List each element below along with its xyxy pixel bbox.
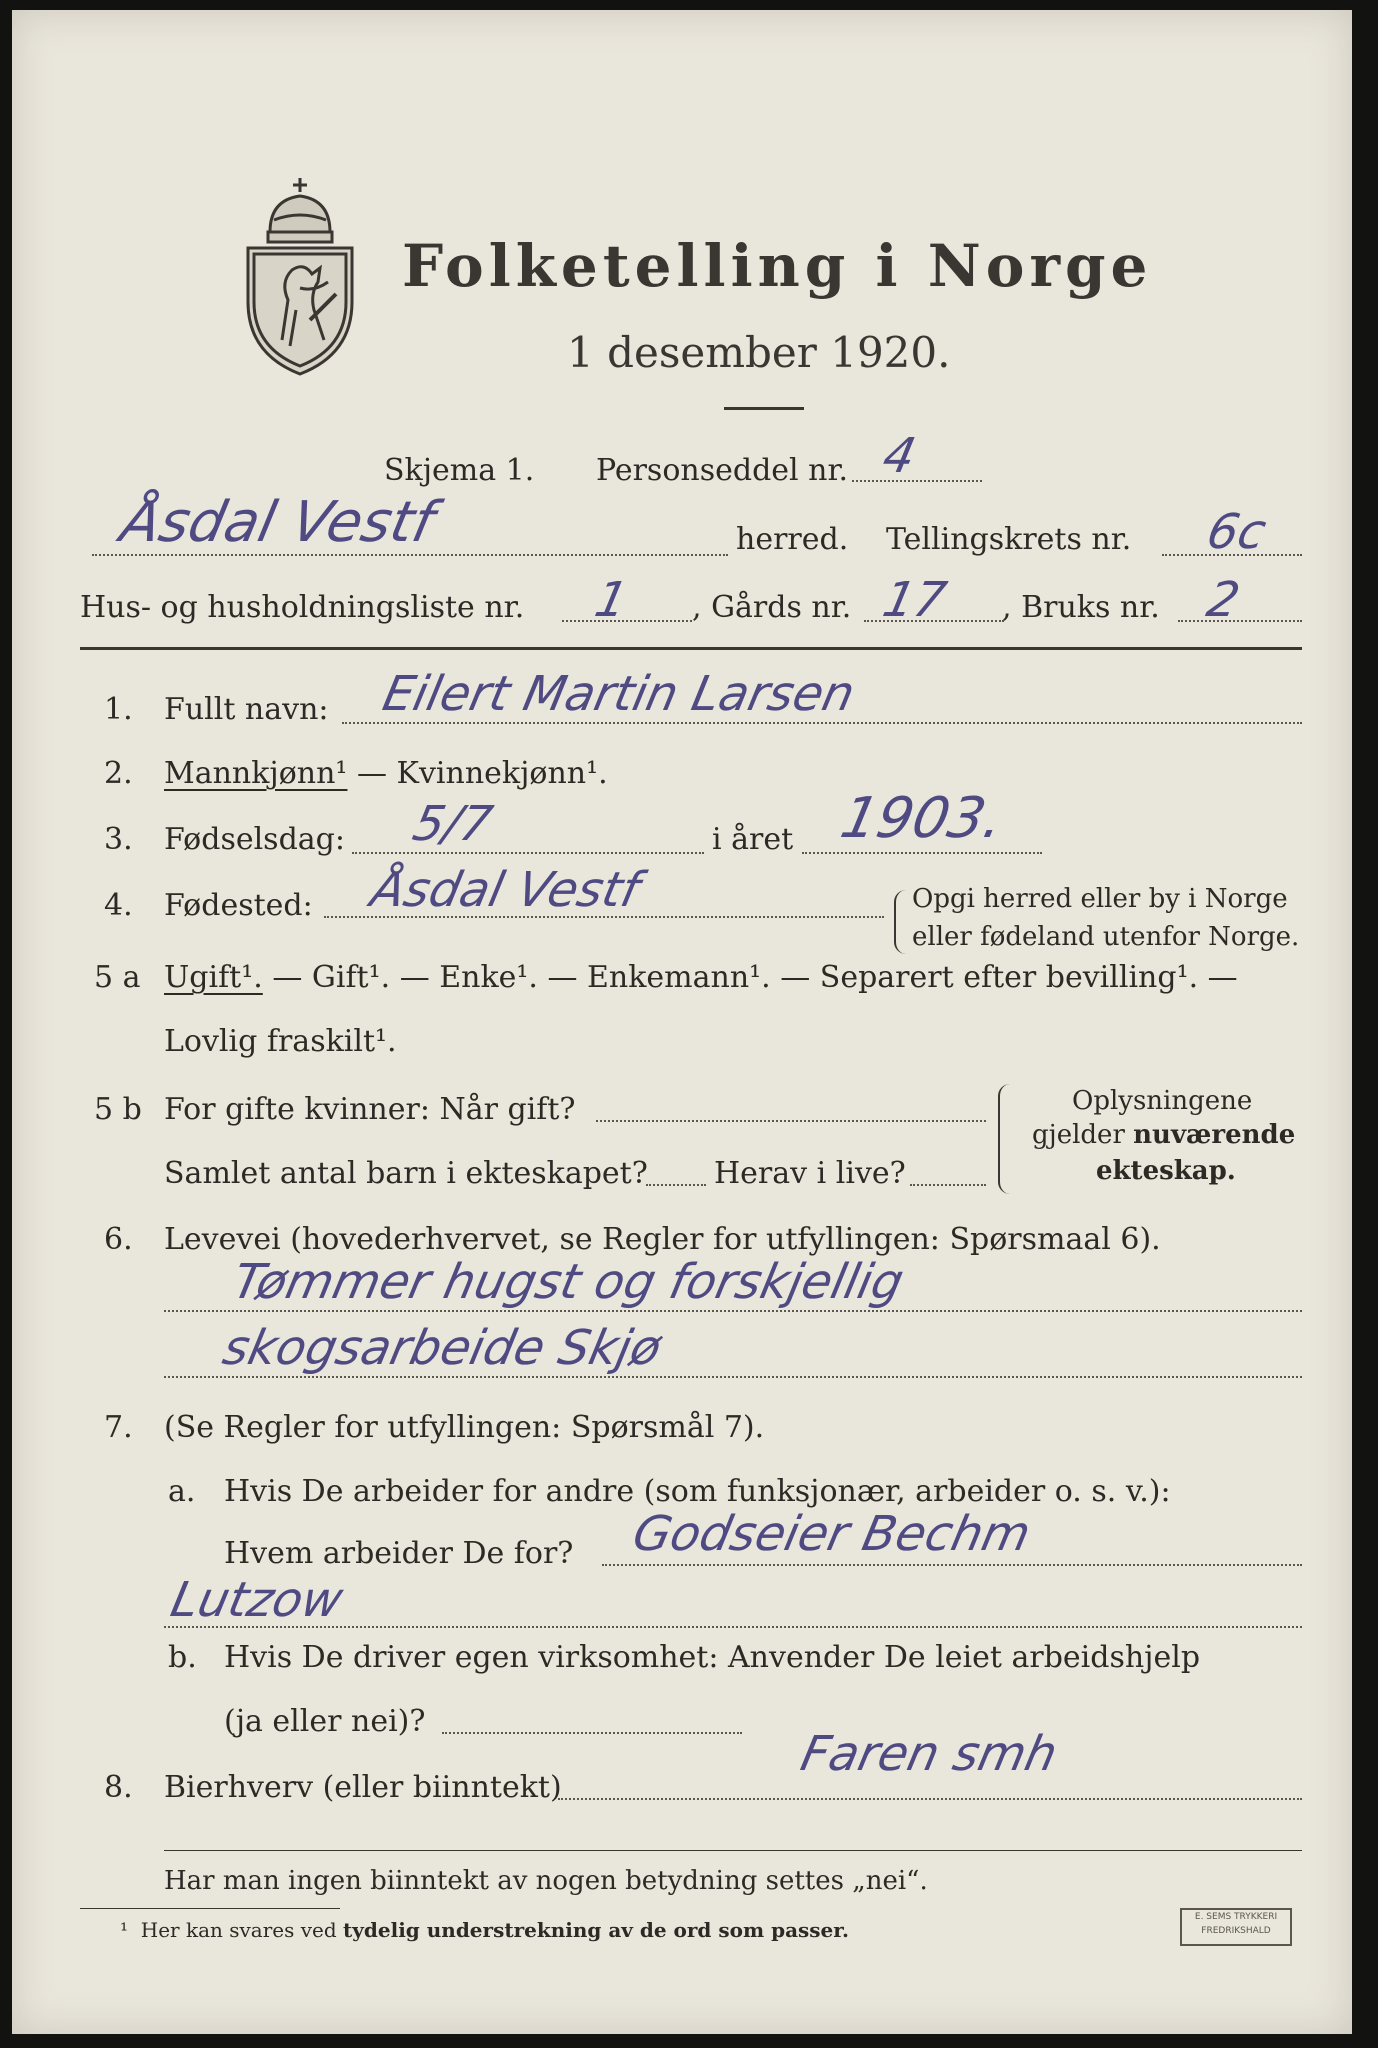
q1-label: Fullt navn:: [164, 692, 329, 727]
q4-note-brace: [894, 890, 906, 954]
q7b-question: (ja eller nei)?: [224, 1704, 426, 1739]
q7a-letter: a.: [168, 1474, 196, 1509]
q7b-text: Hvis De driver egen virksomhet: Anvender De leiet arbeidshjelp: [224, 1640, 1201, 1675]
q7a-question: Hvem arbeider De for?: [224, 1536, 574, 1571]
footer-note: Har man ingen biinntekt av nogen betydning settes „nei“.: [164, 1866, 928, 1896]
q5b-note-line2: gjelder nuværende: [1032, 1120, 1296, 1150]
q7a-text: Hvis De arbeider for andre (som funksjonær, arbeider o. s. v.):: [224, 1474, 1171, 1509]
q8-line: [558, 1798, 1302, 1800]
q5b-note-line1: Oplysningene: [1072, 1086, 1253, 1116]
q5b-note-line3: ekteskap.: [1096, 1156, 1236, 1186]
q3-year-line: [802, 852, 1042, 854]
q6-line2: [164, 1376, 1302, 1378]
q7-number: 7.: [104, 1410, 133, 1445]
q5a-ugift-option: Ugift¹.: [164, 960, 263, 995]
form-title: Folketelling i Norge: [402, 232, 1153, 300]
q3-year-value: 1903.: [835, 786, 1010, 851]
bruks-label: , Bruks nr.: [1002, 590, 1160, 625]
q5b-alive-label: Herav i live?: [714, 1156, 906, 1191]
q5b-children-label: Samlet antal barn i ekteskapet?: [164, 1156, 648, 1191]
herred-line: [92, 554, 728, 556]
q5b-alive-line: [910, 1184, 986, 1186]
q5a-options: [164, 960, 1238, 995]
q5a-fraskilt-option: Lovlig fraskilt¹.: [164, 1024, 397, 1059]
q3-line: [352, 852, 704, 854]
q4-note-line2: eller fødeland utenfor Norge.: [912, 922, 1300, 952]
gards-label: , Gårds nr.: [692, 590, 852, 625]
husholdningsliste-label: Hus- og husholdningsliste nr.: [80, 590, 525, 625]
bruks-line: [1178, 620, 1302, 622]
q7a-value-line1: Godseier Bechm: [628, 1506, 1036, 1562]
q5b-children-line: [646, 1184, 706, 1186]
q8-value: Faren smh: [796, 1726, 1063, 1782]
husholdningsliste-line: [562, 620, 692, 622]
tellingskrets-label: Tellingskrets nr.: [886, 522, 1132, 557]
header-rule: [80, 647, 1302, 650]
gards-value: 17: [878, 572, 952, 628]
q2-separator: —: [347, 756, 397, 791]
q6-label: Levevei (hovederhvervet, se Regler for utfyllingen: Spørsmaal 6).: [164, 1222, 1161, 1257]
q5b-married-label: For gifte kvinner: Når gift?: [164, 1092, 576, 1127]
herred-label: herred.: [736, 522, 849, 557]
q7a-value-line2: Lutzow: [166, 1572, 348, 1628]
form-date: 1 desember 1920.: [567, 328, 951, 377]
q1-number: 1.: [104, 692, 133, 727]
q2-number: 2.: [104, 756, 133, 791]
census-form: [12, 10, 1352, 2034]
footer-rule: [164, 1850, 1302, 1851]
footnote: ¹ Her kan svares ved tydelig understrekning av de ord som passer.: [120, 1918, 849, 1942]
skjema-label: Skjema 1.: [384, 453, 535, 488]
q6-number: 6.: [104, 1222, 133, 1257]
q4-label: Fødested:: [164, 888, 313, 923]
q4-note-line1: Opgi herred eller by i Norge: [912, 884, 1288, 914]
q7b-letter: b.: [168, 1640, 197, 1675]
q7-label: (Se Regler for utfyllingen: Spørsmål 7).: [164, 1410, 765, 1445]
q2-options: [164, 756, 608, 791]
husholdningsliste-value: 1: [590, 572, 633, 628]
q6-line1: [164, 1310, 1302, 1312]
q5a-other-options: — Gift¹. — Enke¹. — Enkemann¹. — Separert efter bevilling¹. —: [262, 960, 1238, 995]
personseddel-label: Personseddel nr.: [596, 453, 849, 488]
q8-number: 8.: [104, 1770, 133, 1805]
q3-label: Fødselsdag:: [164, 822, 345, 857]
q2-female-option: Kvinnekjønn¹.: [396, 756, 608, 791]
q3-number: 3.: [104, 822, 133, 857]
norwegian-lion-crest-icon: [240, 170, 360, 380]
printer-stamp: E. SEMS TRYKKERI FREDRIKSHALD: [1180, 1908, 1292, 1946]
q3-year-label: i året: [712, 822, 794, 857]
tellingskrets-value: 6c: [1202, 504, 1271, 560]
personseddel-line: [852, 480, 982, 482]
q5b-married-line: [596, 1120, 986, 1122]
q5b-note-brace: [998, 1084, 1010, 1194]
q1-line: [342, 722, 1302, 724]
q4-value: Åsdal Vestf: [366, 862, 645, 918]
q8-label: Bierhverv (eller biinntekt): [164, 1770, 562, 1805]
personseddel-value: 4: [878, 428, 921, 484]
title-divider: [724, 407, 804, 410]
q5b-number: 5 b: [94, 1092, 142, 1127]
q2-male-option: Mannkjønn¹: [164, 756, 348, 791]
bruks-value: 2: [1202, 572, 1245, 628]
q3-value: 5/7: [408, 796, 498, 852]
q5a-number: 5 a: [94, 960, 141, 995]
q7b-line: [442, 1732, 742, 1734]
q1-value: Eilert Martin Larsen: [378, 666, 860, 722]
q4-number: 4.: [104, 888, 133, 923]
herred-value: Åsdal Vestf: [115, 490, 440, 555]
footnote-rule: [80, 1908, 340, 1909]
q6-value-line1: Tømmer hugst og forskjellig: [228, 1254, 909, 1310]
q7a-line1: [602, 1564, 1302, 1566]
q6-value-line2: skogsarbeide Skjø: [218, 1320, 667, 1376]
